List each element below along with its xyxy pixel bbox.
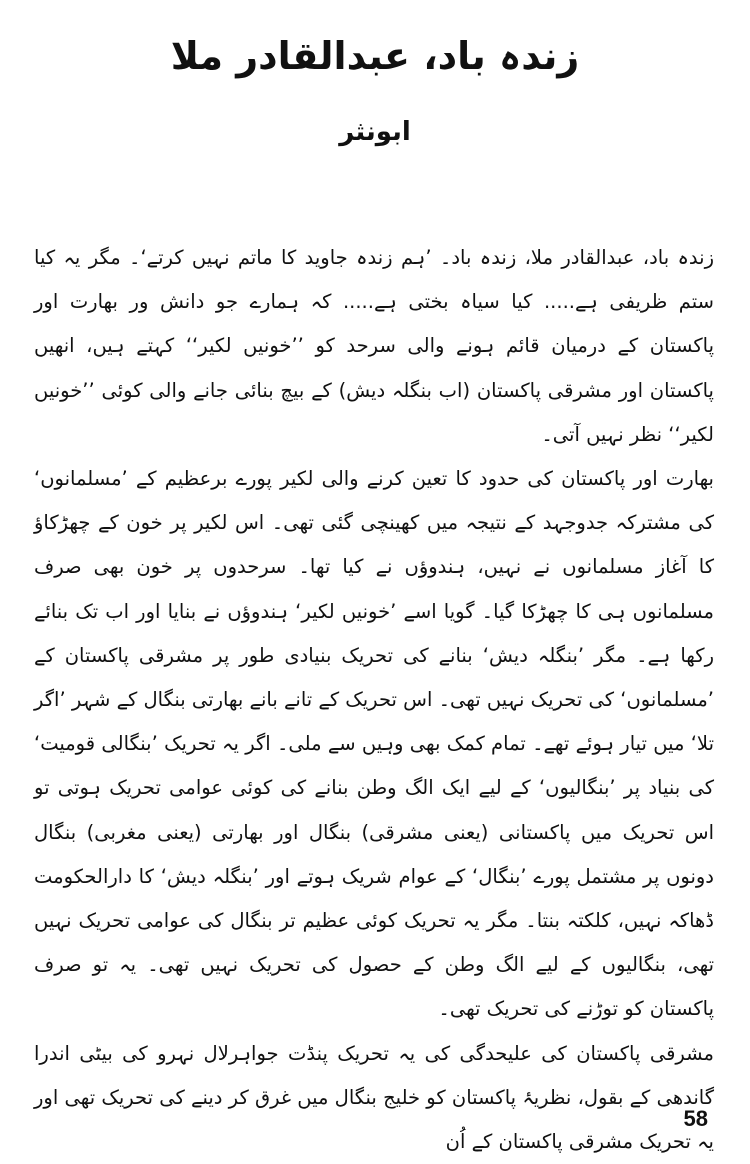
paragraph-2: بھارت اور پاکستان کی حدود کا تعین کرنے والی لکیر پورے برعظیم کے ’مسلمانوں‘ کی مشترکہ جدوجہد کے نتیجہ میں کھینچی گئی تھی۔ اس لکیر پر خون کے چھڑکاؤ کا آغاز مسلمانوں نے نہیں، ہندوؤں نے کیا تھا۔ سرحدوں پر خون بھی صرف مسلمانوں ہی کا چھڑکا گیا۔ گویا اسے ’خونیں لکیر‘ ہندوؤں نے بنایا اور اب تک بنائے رکھا ہے۔ مگر ’بنگلہ دیش‘ بنانے کی تحریک بنیادی طور پر مشرقی پاکستان کے ’مسلمانوں‘ کی تحریک نہیں تھی۔ اس تحریک کے تانے بانے بھارتی بنگال کے شہر ’اگر تلا‘ میں تیار ہوئے تھے۔ تمام کمک بھی وہیں سے ملی۔ اگر یہ تحریک ’بنگالی قومیت‘ کی بنیاد پر ’بنگالیوں‘ کے لیے ایک الگ وطن بنانے کی کوئی عوامی تحریک ہوتی تو اس تحریک میں پاکستانی (یعنی مشرقی) بنگال اور بھارتی (یعنی مغربی) بنگال دونوں پر مشتمل پورے ’بنگال‘ کے عوام شریک ہوتے اور ’بنگلہ دیش‘ کا دارالحکومت ڈھاکہ نہیں، کلکتہ بنتا۔ مگر یہ تحریک کوئی عظیم تر بنگال کی عوامی تحریک نہیں تھی، بنگالیوں کے لیے الگ وطن کے حصول کی تحریک نہیں تھی۔ یہ تو صرف پاکستان کو توڑنے کی تحریک تھی۔ [34,467,714,1021]
article-body [34,236,714,1164]
article-title: زندہ باد، عبدالقادر ملا [170,34,580,78]
author-name: ابونثر [339,117,411,147]
paragraph-1: زندہ باد، عبدالقادر ملا، زندہ باد۔ ’ہم زندہ جاوید کا ماتم نہیں کرتے‘۔ مگر یہ کیا ستم ظریفی ہے..... کیا سیاہ بختی ہے..... کہ ہمارے جو دانش ور بھارت اور پاکستان کے درمیان قائم ہونے والی سرحد کو ’’خونیں لکیر‘‘ کہتے ہیں، انھیں پاکستان اور مشرقی پاکستان (اب بنگلہ دیش) کے بیچ بنائی جانے والی کوئی ’’خونیں لکیر‘‘ نظر نہیں آتی۔ [34,246,714,446]
page-number: 58 [683,1106,708,1131]
paragraph-3: مشرقی پاکستان کی علیحدگی کی یہ تحریک پنڈت جواہرلال نہرو کی بیٹی اندرا گاندھی کے بقول، نظریۂ پاکستان کو خلیج بنگال میں غرق کر دینے کی تحریک تھی اور یہ تحریک مشرقی پاکستان کے اُن [34,1041,714,1154]
